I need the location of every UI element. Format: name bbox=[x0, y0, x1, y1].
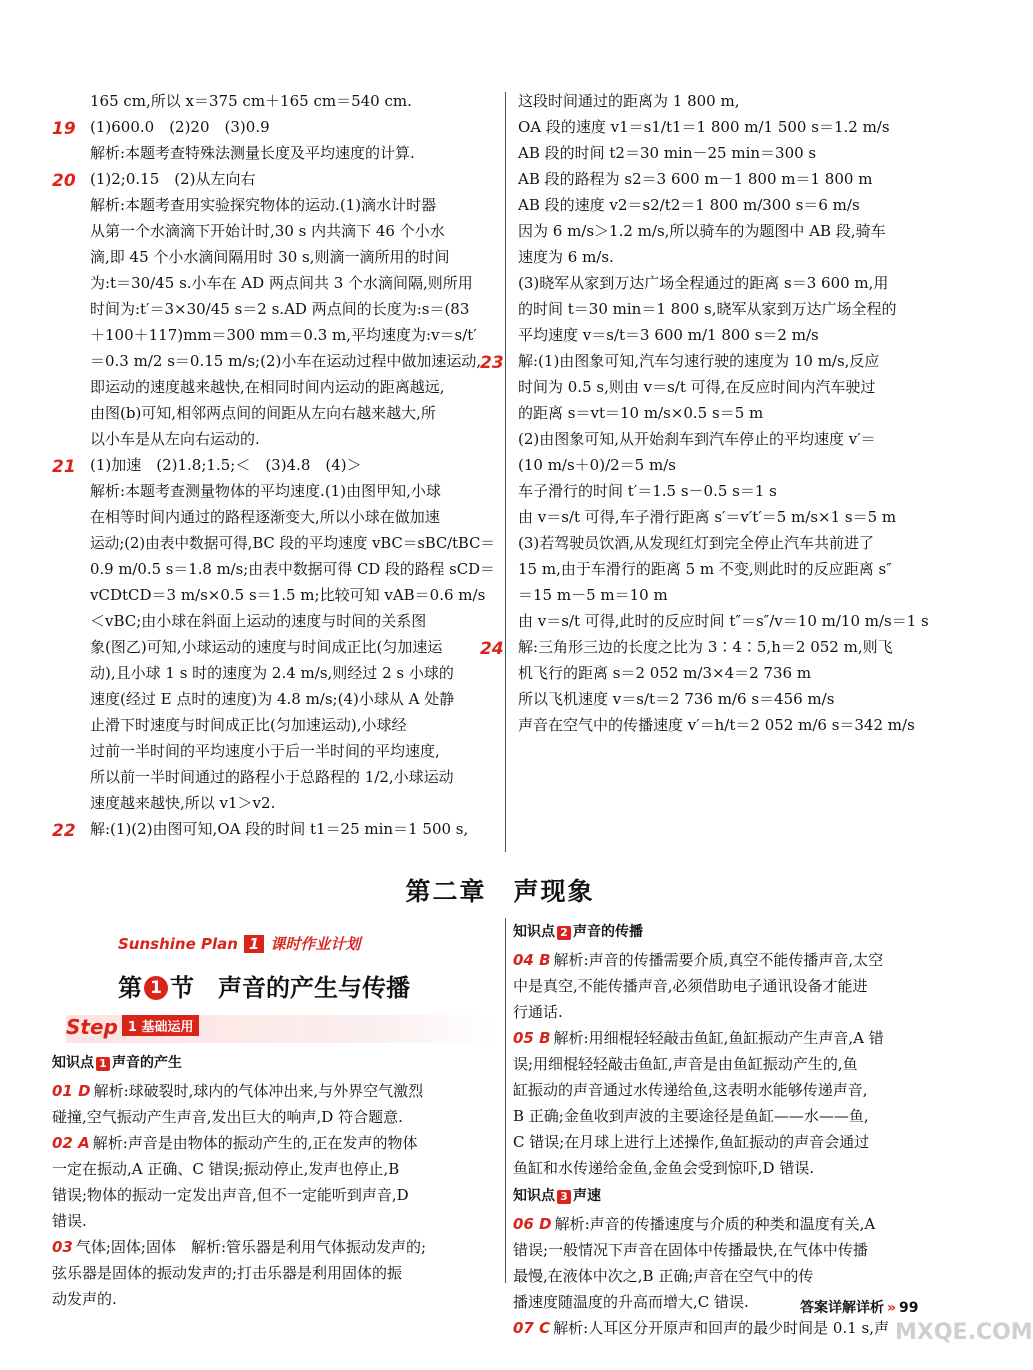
step-title bbox=[122, 1015, 200, 1036]
text-line bbox=[513, 1315, 938, 1341]
line-text: AB 段的路程为 s2＝3 600 m－1 800 m＝1 800 m bbox=[518, 170, 873, 188]
line-text: (1)600.0 (2)20 (3)0.9 bbox=[90, 118, 270, 136]
line-text: 以小车是从左向右运动的. bbox=[90, 430, 260, 448]
knowledge-point-heading bbox=[513, 919, 938, 945]
line-text: 时间为 0.5 s,则由 v＝s/t 可得,在反应时间内汽车驶过 bbox=[518, 378, 876, 396]
line-text: 象(图乙)可知,小球运动的速度与时间成正比(匀加速运 bbox=[90, 638, 443, 656]
line-text: 碰撞,空气振动产生声音,发出巨大的响声,D 符合题意. bbox=[52, 1108, 403, 1126]
line-text: vCDtCD＝3 m/s×0.5 s＝1.5 m;比较可知 vAB＝0.6 m/s bbox=[90, 586, 486, 604]
section-title bbox=[118, 968, 410, 1003]
sunshine-left: Sunshine Plan bbox=[118, 935, 238, 953]
line-text: 时间为:t′＝3×30/45 s＝2 s.AD 两点间的长度为:s＝(83 bbox=[90, 300, 470, 318]
line-text: 解:三角形三边的长度之比为 3∶4∶5,h＝2 052 m,则飞 bbox=[518, 638, 893, 656]
text-line bbox=[518, 114, 938, 140]
text-line bbox=[518, 452, 938, 478]
chevron-right-icon: » bbox=[887, 1300, 897, 1316]
text-line bbox=[513, 1211, 938, 1237]
line-text: ＋100＋117)mm＝300 mm＝0.3 m,平均速度为:v＝s/t′ bbox=[90, 326, 477, 344]
text-line bbox=[90, 88, 495, 114]
text-line bbox=[90, 374, 495, 400]
text-line bbox=[90, 322, 495, 348]
kp-number: 2 bbox=[557, 926, 571, 940]
question-number: 05 B bbox=[513, 1029, 551, 1047]
bottom-right-column bbox=[513, 917, 938, 1341]
line-text: 165 cm,所以 x＝375 cm＋165 cm＝540 cm. bbox=[90, 92, 412, 110]
text-line bbox=[90, 348, 495, 374]
question-number: 19 bbox=[52, 119, 76, 139]
line-text: 15 m,由于车滑行的距离 5 m 不变,则此时的反应距离 s″ bbox=[518, 560, 892, 578]
line-text: 滴,即 45 个小水滴间隔用时 30 s,则滴一滴所用的时间 bbox=[90, 248, 450, 266]
text-line bbox=[90, 426, 495, 452]
text-line bbox=[518, 504, 938, 530]
line-text: (1)2;0.15 (2)从左向右 bbox=[90, 170, 256, 188]
line-text: ＜vBC;由小球在斜面上运动的速度与时间的关系图 bbox=[90, 612, 427, 630]
line-text: 车子滑行的时间 t′＝1.5 s－0.5 s＝1 s bbox=[518, 482, 777, 500]
line-text: 最慢,在液体中次之,B 正确;声音在空气中的传 bbox=[513, 1267, 814, 1285]
line-text: 机飞行的距离 s＝2 052 m/3×4＝2 736 m bbox=[518, 664, 812, 682]
text-line bbox=[90, 790, 495, 816]
line-text: 解:(1)(2)由图可知,OA 段的时间 t1＝25 min＝1 500 s, bbox=[90, 820, 469, 838]
text-line bbox=[513, 1263, 938, 1289]
text-line bbox=[518, 140, 938, 166]
line-text: 解析:本题考查特殊法测量长度及平均速度的计算. bbox=[90, 144, 415, 162]
line-text: 解析:球破裂时,球内的气体冲出来,与外界空气激烈 bbox=[93, 1082, 424, 1100]
column-divider-bottom bbox=[505, 918, 506, 1283]
text-line bbox=[518, 660, 938, 686]
line-text: AB 段的速度 v2＝s2/t2＝1 800 m/300 s＝6 m/s bbox=[518, 196, 860, 214]
line-text: 解析:声音的传播需要介质,真空不能传播声音,太空 bbox=[553, 951, 884, 969]
footer-label: 答案详解详析 bbox=[800, 1300, 884, 1316]
text-line bbox=[90, 686, 495, 712]
line-text: 所以飞机速度 v＝s/t＝2 736 m/6 s＝456 m/s bbox=[518, 690, 835, 708]
line-text: 解析:声音是由物体的振动产生的,正在发声的物体 bbox=[92, 1134, 418, 1152]
text-line bbox=[52, 114, 495, 140]
line-text: 错误;物体的振动一定发出声音,但不一定能听到声音,D bbox=[52, 1186, 409, 1204]
line-text: 由图(b)可知,相邻两点间的间距从左向右越来越大,所 bbox=[90, 404, 436, 422]
sunshine-right: 课时作业计划 bbox=[270, 935, 361, 953]
line-text: 误;用细棍轻轻敲击鱼缸,声音是由鱼缸振动产生的,鱼 bbox=[513, 1055, 858, 1073]
line-text: 为:t＝30/45 s.小车在 AD 两点间共 3 个水滴间隔,则所用 bbox=[90, 274, 473, 292]
text-line bbox=[90, 400, 495, 426]
page-number: 99 bbox=[899, 1300, 919, 1316]
line-text: ＝0.3 m/2 s＝0.15 m/s;(2)小车在运动过程中做加速运动, bbox=[90, 352, 482, 370]
text-line bbox=[513, 973, 938, 999]
line-text: 运动;(2)由表中数据可得,BC 段的平均速度 vBC＝sBC/tBC＝ bbox=[90, 534, 495, 552]
text-line bbox=[518, 686, 938, 712]
text-line bbox=[518, 608, 938, 634]
line-text: 声音在空气中的传播速度 v′＝h/t＝2 052 m/6 s＝342 m/s bbox=[518, 716, 915, 734]
line-text: 鱼缸和水传递给金鱼,金鱼会受到惊吓,D 错误. bbox=[513, 1159, 815, 1177]
text-line bbox=[90, 634, 495, 660]
watermark: MXQE.COM bbox=[895, 1320, 1033, 1345]
line-text: (10 m/s＋0)/2＝5 m/s bbox=[518, 456, 676, 474]
text-line bbox=[480, 634, 938, 660]
line-text: C 错误;在月球上进行上述操作,鱼缸振动的声音会通过 bbox=[513, 1133, 870, 1151]
line-text: 即运动的速度越来越快,在相同时间内运动的距离越远, bbox=[90, 378, 445, 396]
text-line bbox=[518, 712, 938, 738]
kp-title: 声音的产生 bbox=[112, 1055, 182, 1071]
text-line bbox=[52, 1104, 497, 1130]
text-line bbox=[52, 1130, 497, 1156]
text-line bbox=[518, 426, 938, 452]
question-number: 21 bbox=[52, 457, 76, 477]
text-line bbox=[90, 608, 495, 634]
line-text: OA 段的速度 v1＝s1/t1＝1 800 m/1 500 s＝1.2 m/s bbox=[518, 118, 890, 136]
text-line bbox=[90, 140, 495, 166]
text-line bbox=[513, 999, 938, 1025]
line-text: 的时间 t＝30 min＝1 800 s,晓军从家到万达广场全程的 bbox=[518, 300, 897, 318]
question-number: 24 bbox=[480, 639, 504, 659]
question-number: 01 D bbox=[52, 1082, 91, 1100]
knowledge-point-heading bbox=[52, 1050, 497, 1076]
sunshine-plan-header bbox=[118, 933, 360, 954]
text-line bbox=[52, 1156, 497, 1182]
text-line bbox=[52, 816, 495, 842]
line-text: 行通话. bbox=[513, 1003, 563, 1021]
line-text: 速度越来越快,所以 v1＞v2. bbox=[90, 794, 276, 812]
text-line bbox=[513, 1103, 938, 1129]
knowledge-point-heading bbox=[513, 1183, 938, 1209]
line-text: 的距离 s＝vt＝10 m/s×0.5 s＝5 m bbox=[518, 404, 764, 422]
text-line bbox=[518, 530, 938, 556]
question-number: 04 B bbox=[513, 951, 551, 969]
line-text: 由 v＝s/t 可得,此时的反应时间 t″＝s″/v＝10 m/10 m/s＝1 s bbox=[518, 612, 929, 630]
left-column bbox=[52, 88, 495, 842]
text-line bbox=[90, 504, 495, 530]
line-text: 播速度随温度的升高而增大,C 错误. bbox=[513, 1293, 749, 1311]
text-line bbox=[52, 1234, 497, 1260]
line-text: 因为 6 m/s＞1.2 m/s,所以骑车的为题图中 AB 段,骑车 bbox=[518, 222, 886, 240]
text-line bbox=[52, 1260, 497, 1286]
text-line bbox=[518, 192, 938, 218]
question-number: 23 bbox=[480, 353, 504, 373]
line-text: 过前一半时间的平均速度小于后一半时间的平均速度, bbox=[90, 742, 440, 760]
text-line bbox=[518, 270, 938, 296]
line-text: 气体;固体;固体 解析:管乐器是利用气体振动发声的; bbox=[75, 1238, 427, 1256]
question-number: 03 bbox=[52, 1238, 73, 1256]
text-line bbox=[513, 947, 938, 973]
step-number: 1 bbox=[127, 1020, 137, 1035]
section-pre: 第 bbox=[118, 974, 142, 1002]
text-line bbox=[90, 764, 495, 790]
line-text: 一定在振动,A 正确、C 错误;振动停止,发声也停止,B bbox=[52, 1160, 400, 1178]
text-line bbox=[90, 192, 495, 218]
text-line bbox=[518, 582, 938, 608]
line-text: 解析:人耳区分开原声和回声的最少时间是 0.1 s,声 bbox=[553, 1319, 890, 1337]
column-divider bbox=[505, 92, 506, 852]
section-post: 节 声音的产生与传播 bbox=[170, 974, 410, 1002]
line-text: 错误;一般情况下声音在固体中传播最快,在气体中传播 bbox=[513, 1241, 868, 1259]
text-line bbox=[513, 1155, 938, 1181]
text-line bbox=[518, 166, 938, 192]
text-line bbox=[90, 244, 495, 270]
text-line bbox=[518, 374, 938, 400]
page-footer bbox=[800, 1297, 919, 1317]
text-line bbox=[513, 1129, 938, 1155]
text-line bbox=[513, 1077, 938, 1103]
kp-number: 1 bbox=[96, 1057, 110, 1071]
text-line bbox=[90, 218, 495, 244]
chapter-title: 第二章 声现象 bbox=[405, 877, 595, 906]
line-text: 0.9 m/0.5 s＝1.8 m/s;由表中数据可得 CD 段的路程 sCD＝ bbox=[90, 560, 495, 578]
text-line bbox=[90, 296, 495, 322]
line-text: ＝15 m－5 m＝10 m bbox=[518, 586, 668, 604]
kp-title: 声速 bbox=[573, 1188, 601, 1204]
text-line bbox=[518, 478, 938, 504]
line-text: 所以前一半时间通过的路程小于总路程的 1/2,小球运动 bbox=[90, 768, 454, 786]
text-line bbox=[518, 88, 938, 114]
text-line bbox=[90, 738, 495, 764]
text-line bbox=[52, 1208, 497, 1234]
line-text: 弦乐器是固体的振动发声的;打击乐器是利用固体的振 bbox=[52, 1264, 403, 1282]
kp-label: 知识点 bbox=[52, 1055, 94, 1071]
line-text: 中是真空,不能传播声音,必须借助电子通讯设备才能进 bbox=[513, 977, 868, 995]
question-number: 06 D bbox=[513, 1215, 552, 1233]
text-line bbox=[90, 478, 495, 504]
line-text: 从第一个水滴滴下开始计时,30 s 内共滴下 46 个小水 bbox=[90, 222, 445, 240]
text-line bbox=[518, 322, 938, 348]
text-line bbox=[52, 1078, 497, 1104]
sunshine-badge: 1 bbox=[244, 935, 264, 953]
line-text: 解:(1)由图象可知,汽车匀速行驶的速度为 10 m/s,反应 bbox=[518, 352, 880, 370]
text-line bbox=[90, 530, 495, 556]
question-number: 02 A bbox=[52, 1134, 90, 1152]
right-column bbox=[480, 88, 938, 738]
line-text: 缸振动的声音通过水传递给鱼,这表明水能够传递声音, bbox=[513, 1081, 868, 1099]
text-line bbox=[90, 556, 495, 582]
line-text: 错误. bbox=[52, 1212, 87, 1230]
question-number: 20 bbox=[52, 171, 76, 191]
line-text: 这段时间通过的距离为 1 800 m, bbox=[518, 92, 740, 110]
text-line bbox=[518, 556, 938, 582]
text-line bbox=[518, 218, 938, 244]
line-text: 动发声的. bbox=[52, 1290, 117, 1308]
kp-label: 知识点 bbox=[513, 1188, 555, 1204]
text-line bbox=[518, 244, 938, 270]
text-line bbox=[513, 1025, 938, 1051]
kp-title: 声音的传播 bbox=[573, 924, 643, 940]
line-text: 在相等时间内通过的路程逐渐变大,所以小球在做加速 bbox=[90, 508, 440, 526]
kp-label: 知识点 bbox=[513, 924, 555, 940]
text-line bbox=[52, 452, 495, 478]
step-banner bbox=[66, 1015, 496, 1043]
bottom-left-column bbox=[52, 1048, 497, 1312]
step-title-text: 基础运用 bbox=[141, 1020, 194, 1035]
line-text: 平均速度 v＝s/t＝3 600 m/1 800 s＝2 m/s bbox=[518, 326, 819, 344]
kp-number: 3 bbox=[557, 1190, 571, 1204]
text-line bbox=[518, 296, 938, 322]
text-line bbox=[52, 166, 495, 192]
line-text: (2)由图象可知,从开始刹车到汽车停止的平均速度 v′＝ bbox=[518, 430, 876, 448]
text-line bbox=[90, 270, 495, 296]
line-text: 由 v＝s/t 可得,车子滑行距离 s′＝v′t′＝5 m/s×1 s＝5 m bbox=[518, 508, 897, 526]
line-text: 解析:用细棍轻轻敲击鱼缸,鱼缸振动产生声音,A 错 bbox=[553, 1029, 884, 1047]
question-number: 22 bbox=[52, 821, 76, 841]
text-line bbox=[90, 582, 495, 608]
section-number: 1 bbox=[144, 976, 168, 1000]
text-line bbox=[90, 712, 495, 738]
line-text: (3)若驾驶员饮酒,从发现红灯到完全停止汽车共前进了 bbox=[518, 534, 875, 552]
line-text: 速度为 6 m/s. bbox=[518, 248, 614, 266]
line-text: 解析:本题考查用实验探究物体的运动.(1)滴水计时器 bbox=[90, 196, 437, 214]
step-label: Step bbox=[66, 1015, 118, 1039]
line-text: AB 段的时间 t2＝30 min－25 min＝300 s bbox=[518, 144, 817, 162]
text-line bbox=[513, 1051, 938, 1077]
line-text: 解析:声音的传播速度与介质的种类和温度有关,A bbox=[554, 1215, 876, 1233]
line-text: 止滑下时速度与时间成正比(匀加速运动),小球经 bbox=[90, 716, 407, 734]
line-text: 解析:本题考查测量物体的平均速度.(1)由图甲知,小球 bbox=[90, 482, 441, 500]
line-text: (3)晓军从家到万达广场全程通过的距离 s＝3 600 m,用 bbox=[518, 274, 889, 292]
question-number: 07 C bbox=[513, 1319, 551, 1337]
line-text: (1)加速 (2)1.8;1.5;＜ (3)4.8 (4)＞ bbox=[90, 456, 362, 474]
text-line bbox=[518, 400, 938, 426]
line-text: B 正确;金鱼收到声波的主要途径是鱼缸——水——鱼, bbox=[513, 1107, 869, 1125]
line-text: 动),且小球 1 s 时的速度为 2.4 m/s,则经过 2 s 小球的 bbox=[90, 664, 454, 682]
text-line bbox=[52, 1286, 497, 1312]
text-line bbox=[513, 1237, 938, 1263]
text-line bbox=[90, 660, 495, 686]
text-line bbox=[480, 348, 938, 374]
line-text: 速度(经过 E 点时的速度)为 4.8 m/s;(4)小球从 A 处静 bbox=[90, 690, 455, 708]
text-line bbox=[52, 1182, 497, 1208]
